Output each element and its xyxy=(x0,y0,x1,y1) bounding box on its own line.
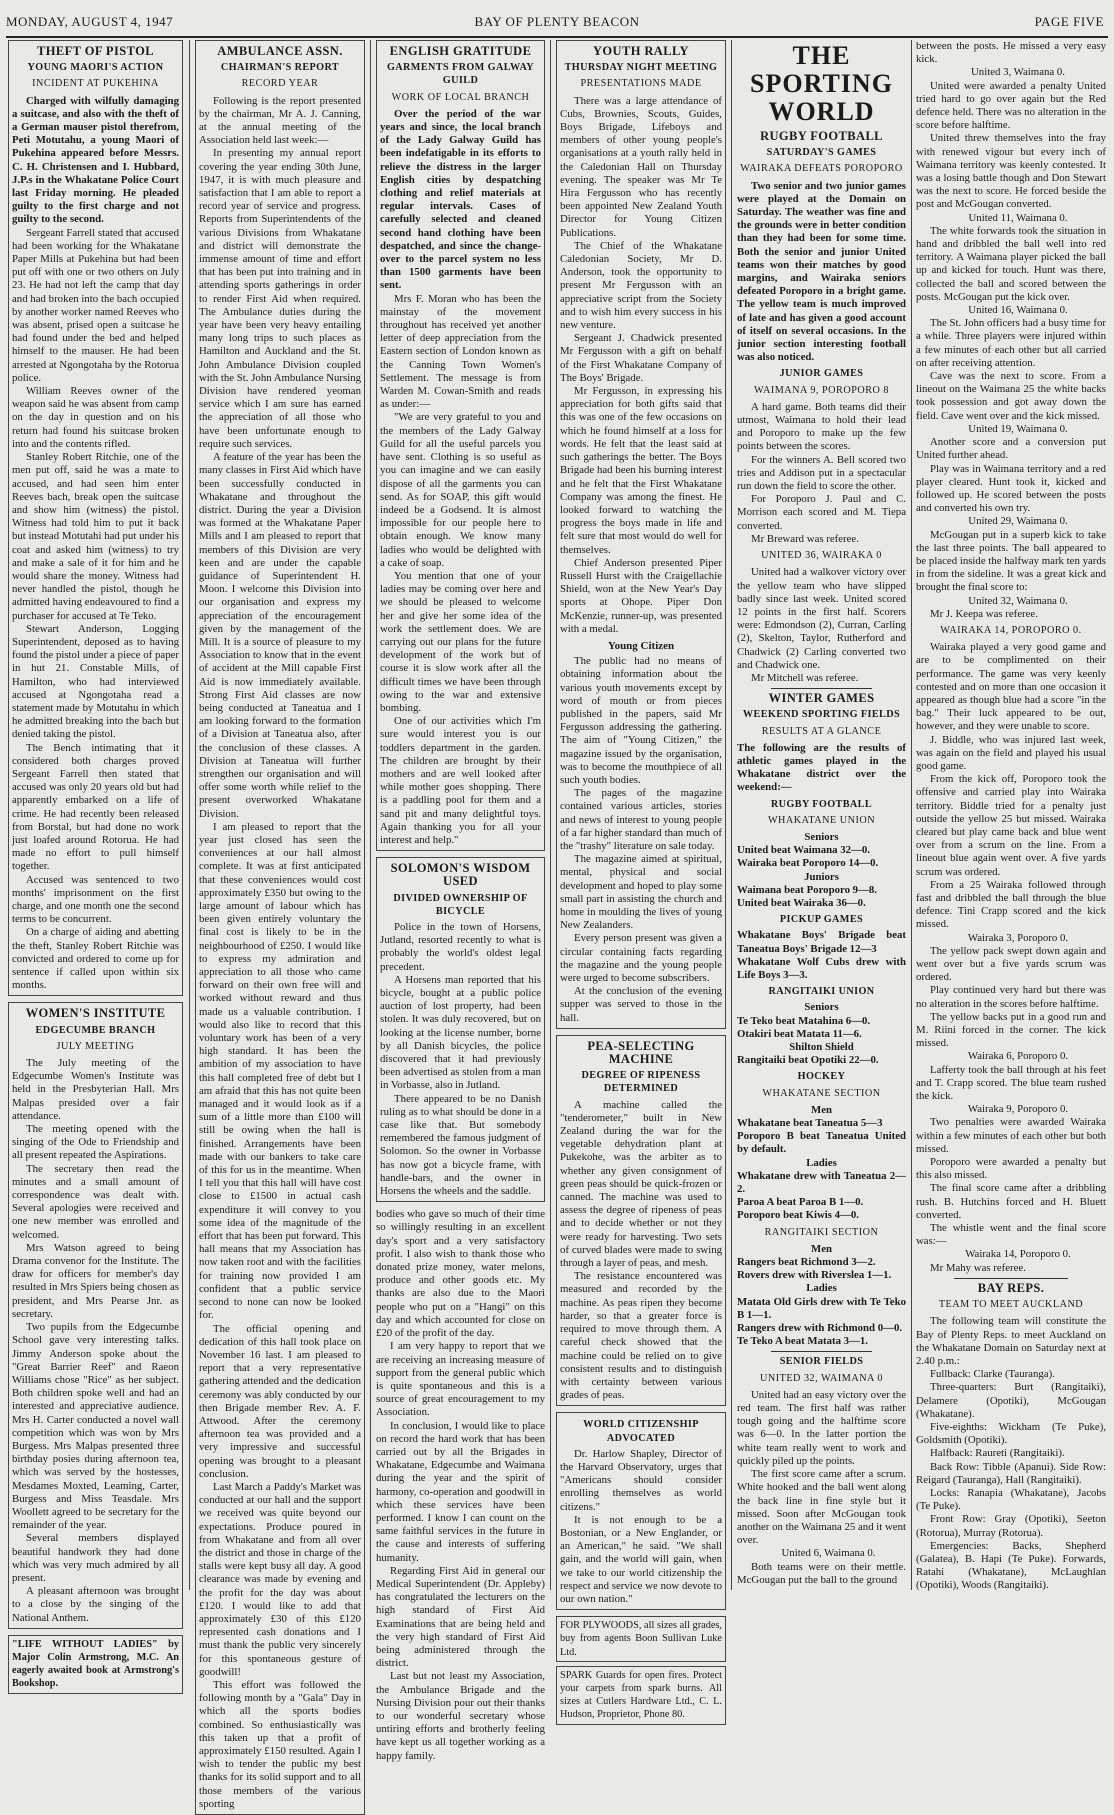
subhead: RECORD YEAR xyxy=(241,78,319,90)
page-number: PAGE FIVE xyxy=(1034,14,1104,29)
paragraph: The yellow pack swept down again and went over but a five yards scrum was ordered. xyxy=(916,944,1106,984)
paragraph: The whistle went and the final score was:— xyxy=(916,1222,1106,1248)
paragraph: Mr Fergusson, in expressing his appreciation for both gifts said that this was one of the few occasions on which he found himself at a loss for words. He felt that the least said at such gatherings the better. The Boys Brigade had been his burning interest and he felt that the First Whakatane Company was among the finest. He looked forward to watching the progress the boys made in life and felt sure that most would do well for themselves. xyxy=(560,385,722,556)
paragraph: "We are very grateful to you and the members of the Lady Galway Guild for all the useful parcels you have sent. Clothing is so useful as you can imagine and we can easily dispose of all the garments you can send. As for SOAP, this gift would indeed be a Godsend. It is almost impossible for our people here to obtain enough. We know many ladies who would be delighted with a cake of soap. xyxy=(380,411,541,569)
column-rule xyxy=(550,40,551,1590)
result: Rangitaiki beat Opotiki 22—0. xyxy=(737,1054,879,1067)
score-line: Wairaka 6, Poroporo 0. xyxy=(967,1050,1069,1063)
paragraph: Play continued very hard but there was no alteration in the scores before halftime. xyxy=(916,984,1106,1010)
subhead: PRESENTATIONS MADE xyxy=(580,78,702,90)
subhead: RESULTS AT A GLANCE xyxy=(761,725,882,737)
result: United beat Wairaka 36—0. xyxy=(737,896,866,909)
result: United beat Waimana 32—0. xyxy=(737,844,870,857)
divider xyxy=(771,688,872,689)
paragraph: Mr Mahy was referee. xyxy=(930,1261,1026,1274)
column-rule xyxy=(911,40,912,1590)
article-youth-rally xyxy=(556,40,726,1029)
result: Poroporo B beat Taneatua United by default. xyxy=(737,1130,906,1156)
advertisement-plywoods xyxy=(556,1616,726,1662)
paragraph: Mr Breward was referee. xyxy=(751,532,859,545)
column-4 xyxy=(556,40,726,1721)
crosshead: RUGBY FOOTBALL xyxy=(770,798,873,810)
paragraph: Every person present was given a circular containing facts regarding the magazine and the young people were urged to become subscribers. xyxy=(560,932,722,985)
grade-label: Men xyxy=(811,1103,832,1116)
article-pea-selecting-machine xyxy=(556,1035,726,1406)
grade-label: Ladies xyxy=(806,1156,837,1169)
headline: ENGLISH GRATITUDE xyxy=(389,44,532,58)
paragraph: A feature of the year has been the many classes in First Aid which have been successfully conducted in Whakatane and throughout the district. During the year a Division was formed at the Whakatane Paper Mills and I am pleased to report that members of this Division are very keen and are under the capable guidance of Superintendent H. Moon. I welcome this Division into our organisation and express my appreciation of the encouragement given by the management of the Mill. It is a source of pleasure to my Association to know that in the event of accident at the Mill capable First Aid is now immediately available. Strong First Aid classes are now being conducted at Taneatua and I am looking forward to the formation of a Division at Taneatua also, after the conclusion of these classes. A Division at Taneatua will further strengthen our organisation and will offer some worth while relief to the present overworked Whakatane Division. xyxy=(199,451,361,820)
paragraph: In conclusion, I would like to place on record the hard work that has been carried out by all the Brigades in Whakatane, Edgecumbe and Waimana during the year and the spirit of harmony, co-operation and goodwill in which these services have been performed. I know I can count on the same faithful services in the future in the cause and interests of suffering humanity. xyxy=(376,1419,545,1564)
paragraph: Locks: Ranapia (Whakatane), Jacobs (Te Puke). xyxy=(916,1486,1106,1513)
subhead: RANGITAIKI SECTION xyxy=(764,1226,879,1238)
paragraph: Play was in Waimana territory and a red player cleared. Hunt took it, kicked and followed up. He scored between the posts and converted his own try. xyxy=(916,462,1106,515)
paragraph: Dr. Harlow Shapley, Director of the Harvard Observatory, urges that "Americans should consider enrolling themselves as world citizens." xyxy=(560,1447,722,1513)
result: Whakatane drew with Taneatua 2—2. xyxy=(737,1169,906,1196)
paragraph: The secretary then read the minutes and a small amount of correspondence was dealt with. Several apologies were received and one new member was enrolled and welcomed. xyxy=(12,1162,179,1241)
advertisement-bookshop xyxy=(8,1635,183,1694)
section-banner: THE SPORTING WORLD xyxy=(750,41,893,126)
paragraph: Lafferty took the ball through at his feet and T. Crapp scored. The blue team rushed the kick. xyxy=(916,1063,1106,1103)
lead-paragraph: Charged with wilfully damaging a suitcase, and also with the theft of a German mauser pistol therefrom, Peti Motutahu, a young Maori of Pukehina appeared before Messrs. C. H. Christensen and I. Hubbard, J.P.s in the Whakatane Police Court last Friday morning. He pleaded guilty to the first charge and not guilty to the second. xyxy=(12,94,179,226)
score-line: United 6, Waimana 0. xyxy=(781,1547,876,1560)
headline: RUGBY FOOTBALL xyxy=(760,129,883,143)
crosshead: PICKUP GAMES xyxy=(779,914,864,926)
subhead: INCIDENT AT PUKEHINA xyxy=(32,78,159,90)
result: Whakatane Boys' Brigade beat Taneatua Boys' Brigade 12—3 xyxy=(737,929,906,955)
paragraph: Fullback: Clarke (Tauranga). xyxy=(930,1368,1055,1381)
article-ambulance-assn xyxy=(195,40,365,1815)
paragraph: The Bench intimating that it considered both charges proved Sergeant Farrell then stated that accused was only 20 years old but had apparently embarked on a life of crime. He had recently been released from Borstal, but had done no work just loafed around Rotorua. He had made no effort to pull himself together. xyxy=(12,741,179,873)
headline: AMBULANCE ASSN. xyxy=(217,44,343,58)
ambulance-report-continued xyxy=(376,1208,545,1763)
match-score: UNITED 36, WAIRAKA 0 xyxy=(761,550,882,562)
intro: The following are the results of athletic games played in the Whakatane district over the weekend:— xyxy=(737,741,906,794)
result: Paroa A beat Paroa B 1—0. xyxy=(737,1196,864,1209)
deck: YOUNG MAORI'S ACTION xyxy=(27,62,164,74)
paragraph: Police in the town of Horsens, Jutland, resorted recently to what is probably the world's oldest legal precedent. xyxy=(380,921,541,973)
paragraph: Regarding First Aid in general our Medical Superintendent (Dr. Appleby) has congratulated the lecturers on the high standard of First Aid Examinations that are being held and the very high standard of First Aid being administered through the district. xyxy=(376,1564,545,1670)
paragraph: Two pupils from the Edgecumbe School gave very interesting talks. Jimmy Anderson spoke about the "Great Barrier Reef" and Raeon Williams chose "Rice" as her subject. Both children spoke well and had an interested and appreciative audience. Mrs H. Carter conducted a novel wall competition which was won by Mrs Burgess. Mrs Malpas presented three birthday posies during afternoon tea, which was served by the hostesses, Mesdames Moxted, Leaming, Carter, Burgess and Miss Teasdale. Mrs Woollett agreed to be secretary for the remainder of the year. xyxy=(12,1321,179,1532)
result: Rovers drew with Riverslea 1—1. xyxy=(737,1269,892,1282)
score-line: United 16, Waimana 0. xyxy=(968,304,1068,317)
paragraph: Cave was the next to score. From a lineout on the Waimana 25 the white backs took possession and got away down the field. Cave went over and the kick missed. xyxy=(916,370,1106,422)
paragraph: Mrs F. Moran who has been the mainstay of the movement throughout has received yet another letter of deep appreciation from the Eastern section of London known as the Canning Town Women's Settlement. The message is from Warden M. Cowan-Smith and reads as under:— xyxy=(380,292,541,411)
divider xyxy=(954,1278,1068,1279)
paragraph: There appeared to be no Danish ruling as to what should be done in a case like that. But somebody remembered the famous judgment of Solomon. So the owner in Vorbasse has now got a bicycle frame, with handle-bars, and the owner in Horsens the wheels and the saddle. xyxy=(380,1092,541,1198)
paragraph: At the conclusion of the evening supper was served to those in the hall. xyxy=(560,985,722,1024)
grade-label: Men xyxy=(811,1242,832,1255)
paragraph: Last March a Paddy's Market was conducted at our hall and the support we received was quite beyond our expectations. Produce poured in from Whakatane and from all over the district and those in charge of the stalls were kept busy all day. A good clearance was made by evening and the profit for the day was about £120. I would like to add that approximately £30 of this £120 represented cash donations and I must thank the public very sincerely for this spontaneous gesture of goodwill! xyxy=(199,1480,361,1678)
match-score: WAIMANA 9, POROPORO 8 xyxy=(753,384,890,396)
headline: WINTER GAMES xyxy=(768,691,875,706)
grade-label: Juniors xyxy=(804,870,839,883)
result: Whakatane Wolf Cubs drew with Life Boys 3—3. xyxy=(737,955,906,981)
paragraph: Wairaka played a very good game and are to be complimented on their performance. The game was very keenly contested and on more than one occasion it appeared as though blue had a score "in the bag." Their luck appeared to be out, however, and they were unable to score. xyxy=(916,641,1106,733)
deck: DIVIDED OWNERSHIP OF BICYCLE xyxy=(393,892,528,917)
column-1 xyxy=(8,40,183,1690)
masthead xyxy=(6,10,1108,38)
headline: YOUTH RALLY xyxy=(593,44,689,58)
paragraph: United had an easy victory over the red team. The first half was rather tough going and the halftime score was 6—0. In the latter portion the white team really went to work and quickly piled up the points. xyxy=(737,1388,906,1467)
headline: PEA-SELECTING MACHINE xyxy=(587,1038,695,1067)
paragraph: Back Row: Tibble (Apanui). Side Row: Reigard (Tauranga), Hall (Rangitaiki). xyxy=(916,1460,1106,1486)
result: Poroporo beat Kiwis 4—0. xyxy=(737,1209,859,1222)
result: Te Teko beat Matahina 6—0. xyxy=(737,1014,871,1027)
subhead: JULY MEETING xyxy=(56,1040,135,1052)
paragraph: Mr J. Keepa was referee. xyxy=(930,607,1038,620)
column-rule xyxy=(731,40,732,1590)
paragraph: Several members displayed beautiful handwork they had done which was very much admired by all present. xyxy=(12,1532,179,1584)
article-world-citizenship xyxy=(556,1412,726,1610)
article-solomons-wisdom xyxy=(376,857,545,1202)
score-line: United 32, Waimana 0. xyxy=(968,594,1068,607)
score-line: Wairaka 3, Poroporo 0. xyxy=(967,931,1069,944)
result: Te Teko A beat Matata 3—1. xyxy=(737,1335,868,1348)
subhead: WAIRAKA DEFEATS POROPORO xyxy=(740,163,903,175)
paragraph: I am pleased to report that the year just closed has seen the conveniences at our hall almost complete. It was at first anticipated that these conveniences would cost approximately £350 but owing to the large amount of labour which has been given entirely voluntary the final cost is likely to be in the neighbourhood of £250. I would like to express my admiration and appreciation to all those who came forward on their own free will and worked without reward and thus made us a valuable contribution. I would also like to record that this voluntary work has been of a very high standard. It has been the ambition of my association to have this hall completed free of debt but I am afraid that this has not quite been managed and it would look as if a sum of a little more than £100 will still be owing when the hall is finished. Arrangements have been made with our bankers to take care of this for us in the meantime. When I tell you that this hall will have cost close to £1500 in actual cash expenditure it will convey to you some idea of the magnitude of the effort that has been put forward. This hall means that my Association has now taken root and with the facilities for training now provided I am confident that a public service second to none can now be looked for. xyxy=(199,820,361,1322)
paragraph: bodies who gave so much of their time so willingly resulting in an excellent day's sport and a very satisfactory profit. I also wish to thank those who donated prize money, water melons, produce and other goods etc. My thanks are also due to the Maori people who put on a "Hangi" on this day and which accounted for close on £20 of the profit of the day. xyxy=(376,1208,545,1340)
paragraph: Halfback: Raureti (Rangitaiki). xyxy=(930,1447,1065,1460)
paragraph: Two penalties were awarded Wairaka within a few minutes of each other but both missed. xyxy=(916,1116,1106,1155)
subhead: WORK OF LOCAL BRANCH xyxy=(391,91,530,103)
paragraph: A hard game. Both teams did their utmost, Waimana to hold their lead and Poroporo to make up the few points between the scores. xyxy=(737,400,906,453)
article-english-gratitude xyxy=(376,40,545,851)
paragraph: Chief Anderson presented Piper Russell Hurst with the Craigellachie Shield, won at the New Year's Day sports at Ohope. Piper Don McKenzie, runner-up, was presented with a medal. xyxy=(560,556,722,635)
paragraph: United were awarded a penalty United tried hard to go over again but the Red defence held. There was no alteration in the score before halftime. xyxy=(916,79,1106,132)
paragraph: The meeting opened with the singing of the Ode to Friendship and all present repeated the Aspirations. xyxy=(12,1123,179,1162)
match-score: WAIRAKA 14, POROPORO 0. xyxy=(940,624,1082,636)
grade-label: Seniors xyxy=(804,1001,839,1014)
result: Otakiri beat Matata 11—6. xyxy=(737,1027,862,1040)
paragraph: The Chief of the Whakatane Caledonian Society, Mr D. Anderson, took the opportunity to present Mr Fergusson with an appreciative script from the Society and to wish him every success in his new venture. xyxy=(560,239,722,332)
paragraph: A pleasant afternoon was brought to a close by the singing of the National Anthem. xyxy=(12,1585,179,1624)
paragraph: Following is the report presented by the chairman, Mr A. J. Canning, at the annual meeting of the Association held last week:— xyxy=(199,94,361,147)
headline: WORLD CITIZENSHIP ADVOCATED xyxy=(583,1419,699,1444)
paragraph: The white forwards took the situation in hand and dribbled the ball well into red territory. A Waimana player picked the ball up and kicked for touch. Hunt was there, collected the ball and scored between the posts. McGougan put the kick over. xyxy=(916,224,1106,303)
crosshead: RANGITAIKI UNION xyxy=(768,986,875,998)
column-rule xyxy=(370,40,371,1590)
paragraph: From a 25 Wairaka followed through fast and dribbled the ball through the blue defence. Tini Crapp scored and the kick missed. xyxy=(916,878,1106,931)
paragraph: It is not enough to be a Bostonian, or a New Englander, or an American," he said. "We shall gain, and the world will gain, when we take to our world citizenship the respect and service we now devote to our own nation." xyxy=(560,1513,722,1605)
paragraph: The first score came after a scrum. White hooked and the ball went along the back line in fine style but it missed. Soon after McGougan took another on the Waimana 25 and it went over. xyxy=(737,1468,906,1547)
paragraph: There was a large attendance of Cubs, Brownies, Scouts, Guides, Boys Brigade, Lifeboys and members of other young people's organisations at a youth rally held in the Caledonian Hall on Thursday evening. The speaker was Mr Te Hira Fergusson who has recently been appointed New Zealand Youth Director for Young Citizen Publications. xyxy=(560,94,722,239)
paragraph: The pages of the magazine contained various articles, stories and news of interest to young people of a far higher standard than much of the "trashy" literature on sale today. xyxy=(560,787,722,852)
paragraph: Accused was sentenced to two months' imprisonment on the first charge, and one month one the second terms to be concurrent. xyxy=(12,873,179,926)
column-2 xyxy=(195,40,365,1810)
deck: GARMENTS FROM GALWAY GUILD xyxy=(386,62,535,87)
headline: BAY REPS. xyxy=(977,1280,1045,1295)
deck: THURSDAY NIGHT MEETING xyxy=(564,62,718,74)
ad-text: FOR PLYWOODS, all sizes all grades, buy from agents Boon Sullivan Luke Ltd. xyxy=(560,1620,722,1658)
match-score: UNITED 32, WAIMANA 0 xyxy=(760,1372,883,1384)
paragraph: The July meeting of the Edgecumbe Women's Institute was held in the Presbyterian Hall. Mrs Malpas presided over a fair attendance. xyxy=(12,1057,179,1122)
headline: WOMEN'S INSTITUTE xyxy=(25,1006,166,1021)
result: Whakatane beat Taneatua 5—3 xyxy=(737,1117,883,1130)
subhead: WHAKATANE UNION xyxy=(767,814,876,826)
result: Rangers drew with Richmond 0—0. xyxy=(737,1322,903,1335)
column-5 xyxy=(737,40,906,1590)
paragraph: The resistance encountered was measured and recorded by the machine. As peas ripen they become harder, so that a greater force is required to move through them. A careful check showed that the machine could be relied on to give consistent results and to distinguish with certainty between various grades of peas. xyxy=(560,1270,722,1402)
paragraph: Emergencies: Backs, Shepherd (Galatea), B. Hapi (Te Puke). Forwards, Ratahi (Whakatane), McLaughlan (Opotiki), Woods (Rangitaiki). xyxy=(916,1539,1106,1592)
paragraph: Mr Mitchell was referee. xyxy=(751,671,859,684)
score-line: United 19, Waimana 0. xyxy=(968,422,1068,435)
subhead: TEAM TO MEET AUCKLAND xyxy=(938,1299,1084,1311)
paragraph: Last but not least my Association, the Ambulance Brigade and the Nursing Division pour out their thanks to our wonderful secretary whose untiring efforts and brotherly feeling have kept us all together working as a happy family. xyxy=(376,1670,545,1762)
deck: CHAIRMAN'S REPORT xyxy=(220,62,340,74)
column-3 xyxy=(376,40,545,1762)
score-line: United 29, Waimana 0. xyxy=(968,515,1068,528)
paragraph: Another score and a conversion put United further ahead. xyxy=(916,436,1106,462)
paragraph: The public had no means of obtaining information about the various youth movements except by word of mouth or from pieces published in the papers, said Mr Fergusson addressing the gathering. The aim of "Young Citizen," the magazine issued by the organisation, was to become the mouthpiece of all such youth bodies. xyxy=(560,655,722,786)
deck: SATURDAY'S GAMES xyxy=(766,147,877,159)
article-theft-of-pistol xyxy=(8,40,183,996)
paragraph: Sergeant Farrell stated that accused had been working for the Whakatane Paper Mills at Pukehina but had been put off with one or two others on July 23. He had not left the camp that day and had broken into the bach occupied by another worker named Reeves who was absent, prised open a suitcase he had found under the bed and helped himself to the mauser. He had been arrested at Ngongotaha by the Rotorua police. xyxy=(12,226,179,384)
crosshead: HOCKEY xyxy=(797,1071,846,1083)
article-womens-institute xyxy=(8,1002,183,1628)
deck: WEEKEND SPORTING FIELDS xyxy=(742,709,901,721)
paragraph: A Horsens man reported that his bicycle, bought at a public police auction of lost property, had been stolen. It was duly recovered, but on looking at the license number, borne by all Danish bicycles, the police discovered that it had previously been advertised as stolen from a man in Vorbasse, also in Jutland. xyxy=(380,973,541,1092)
deck: EDGECUMBE BRANCH xyxy=(35,1024,156,1036)
paragraph: J. Biddle, who was injured last week, was again on the field and played his usual good game. xyxy=(916,733,1106,772)
grade-label: Shilton Shield xyxy=(789,1041,854,1053)
ad-text: SPARK Guards for open fires. Protect your carpets from spark burns. All sizes at Cutlers Hardware Ltd., C. L. Hudson, Proprietor, Phone 80. xyxy=(560,1669,722,1721)
paragraph: Sergeant J. Chadwick presented Mr Fergusson with a gift on behalf of the First Whakatane Company of The Boys' Brigade. xyxy=(560,332,722,384)
grade-label: Ladies xyxy=(806,1282,837,1295)
paragraph: On a charge of aiding and abetting the theft, Stanley Robert Ritchie was convicted and ordered to come up for sentence if called upon within six months. xyxy=(12,926,179,992)
paragraph: From the kick off, Poroporo took the offensive and carried play into Wairaka territory. Biddle tried for a penalty just outside the yellow 25 but missed. Wairaka cleared but play came back and blue went over from a scrum on the line. From a lineout blue again went over. A five yards scrum was ordered. xyxy=(916,773,1106,878)
paragraph: The official opening and dedication of this hall took place on November 16 last. I am pleased to report that a very representative gathering attended and the dedication ceremony was ably conducted by our then Brigade member Rev. A. F. Attwood. After the ceremony afternoon tea was provided and a very impressive and successful opening was brought to a pleasant conclusion. xyxy=(199,1322,361,1480)
paragraph: The St. John officers had a busy time for a while. Three players were injured within a few minutes of each other but all carried on after receiving attention. xyxy=(916,317,1106,369)
paragraph: I am very happy to report that we are receiving an increasing measure of support from the general public which is quite spontaneous and this is a source of great encouragement to my Association. xyxy=(376,1340,545,1419)
paragraph: The following team will constitute the Bay of Plenty Reps. to meet Auckland on the Whakatane Domain on Saturday next at 2.40 p.m.: xyxy=(916,1315,1106,1367)
result: Rangers beat Richmond 3—2. xyxy=(737,1256,876,1269)
crosshead: Young Citizen xyxy=(607,639,675,652)
issue-date: MONDAY, AUGUST 4, 1947 xyxy=(6,14,174,29)
paragraph: United threw themselves into the fray with renewed vigour but every inch of Waimana territory was keenly contested. It was a losing battle though and Don Stewart was the next to score. He forced beside the post and McGougan converted. xyxy=(916,132,1106,211)
ad-text: "LIFE WITHOUT LADIES" by Major Colin Armstrong, M.C. An eagerly awaited book at Armstrong's Bookshop. xyxy=(12,1638,179,1690)
paragraph: One of our activities which I'm sure would interest you is our toddlers department in the garden. The children are brought by their mothers and are well looked after while mother goes shopping. There is a paddling pool for them and a sand pit and many delightful toys. Again thanking you for all your interest and help." xyxy=(380,715,541,846)
result: Matata Old Girls drew with Te Teko B 1—1. xyxy=(737,1295,906,1321)
paragraph: Poroporo were awarded a penalty but this also missed. xyxy=(916,1156,1106,1182)
score-line: Wairaka 14, Poroporo 0. xyxy=(965,1248,1071,1261)
paragraph: In presenting my annual report covering the year ending 30th June, 1947, it is with much pleasure and satisfaction that I am able to report a record year of service and progress. Reports from Superintendents of the various Divisions from Whakatane and district will demonstrate the immense amount of time and effort that has been put into training and in attending sports gatherings in order to render First Aid when required. The Ambulance duties during the year have been very heavy entailing many long trips to such places as Hamilton and Auckland and the St. John Ambulance Division coupled with the St. John Ambulance Nursing Division have rendered yeoman service which I am sure has earned the appreciation of all those who have been unfortunate enough to require such services. xyxy=(199,147,361,450)
column-6 xyxy=(916,40,1106,1590)
paragraph: Mrs Watson agreed to being Drama convenor for the Institute. The draw for officers for member's day resulted in Mrs Spiers being chosen as president, and Mrs Pearse Jnr. as secretary. xyxy=(12,1241,179,1320)
paragraph: between the posts. He missed a very easy kick. xyxy=(916,40,1106,66)
paragraph: United had a walkover victory over the yellow team who have slipped badly since last week. United scored 12 points in the first half. Scorers were: Edmondson (2), Curran, Carling (2), Skelton, Taylor, Rutherford and Chadwick (2) Carling converted two and Chadwick one. xyxy=(737,566,906,671)
result: Wairaka beat Poroporo 14—0. xyxy=(737,857,879,870)
paragraph: The final score came after a dribbling rush. B. Hutchins forced and H. Bluett converted. xyxy=(916,1182,1106,1221)
advertisement-spark-guards xyxy=(556,1666,726,1725)
paragraph: McGougan put in a superb kick to take the last three points. The ball appeared to be placed inside the halfway mark ten yards in from the sideline. It was a great kick and brought the final score to: xyxy=(916,528,1106,594)
headline: SOLOMON'S WISDOM USED xyxy=(390,861,531,889)
score-line: Wairaka 9, Poroporo 0. xyxy=(967,1103,1069,1116)
crosshead: JUNIOR GAMES xyxy=(779,368,864,380)
lead-paragraph: Two senior and two junior games were played at the Domain on Saturday. The weather was fine and the grounds were in better condition than they had been for some time. Both the senior and junior United teams won their matches by good margins, and Wairaka seniors defeated Poroporo in a bright game. The yellow team is much improved of late and has given a good account of itself on several occasions. In the junior section interesting football was also noticed. xyxy=(737,179,906,364)
paragraph: William Reeves owner of the weapon said he was absent from camp on the day in question and on his return had found his suitcase broken into and the contents rifled. xyxy=(12,385,179,450)
paragraph: Both teams were on their mettle. McGougan put the ball to the ground xyxy=(737,1560,906,1586)
results-list xyxy=(737,742,906,1349)
headline: THEFT OF PISTOL xyxy=(37,44,154,58)
paragraph: For the winners A. Bell scored two tries and Addison put in a spectacular run down the field to score the other. xyxy=(737,453,906,493)
paragraph: The magazine aimed at spiritual, mental, physical and social development and hoped to play some small part in assisting the church and home in moulding the lives of young New Zealanders. xyxy=(560,853,722,932)
paragraph: The yellow backs put in a good run and M. Riini forced in the corner. The kick missed. xyxy=(916,1010,1106,1050)
crosshead: SENIOR FIELDS xyxy=(779,1356,864,1368)
deck: DEGREE OF RIPENESS DETERMINED xyxy=(581,1070,701,1095)
result: Waimana beat Poroporo 9—8. xyxy=(737,883,877,896)
paragraph: For Poroporo J. Paul and C. Morrison each scored and M. Tiepa converted. xyxy=(737,493,906,532)
paper-name: BAY OF PLENTY BEACON xyxy=(474,14,640,29)
paragraph: Stewart Anderson, Logging Superintendent, deposed as to having found the pistol under a piece of paper in hut 21. Constable Mills, of Hamilton, who had interviewed accused at Ngongotaha read a statement made by Motutahu in which he admitted breaking into the bach but denied taking the pistol. xyxy=(12,622,179,741)
paragraph: Front Row: Gray (Opotiki), Seeton (Rotorua), Murray (Rotorua). xyxy=(916,1513,1106,1539)
column-rule xyxy=(189,40,190,1590)
grade-label: Seniors xyxy=(804,830,839,843)
subhead: WHAKATANE SECTION xyxy=(762,1087,881,1099)
paragraph: A machine called the "tenderometer," built in New Zealand during the war for the vegetable dehydration plant at Pukekohe, was the arbiter as to whether any given consignment of green peas should be quick-frozen or canned. The machine was used to assess the degree of ripeness of peas and to decide whether or not they were ready for harvesting. Two sets of curved blades were made to swing through a layer of peas, and mesh. xyxy=(560,1098,722,1270)
score-line: United 11, Waimana 0. xyxy=(968,211,1068,224)
divider xyxy=(771,1351,872,1352)
paragraph: You mention that one of your ladies may be coming over here and we should be pleased to welcome her and give her some idea of the work the settlement does. We are carrying out our plans for the future development of the work but of course it is slow work after all the difficult times we have been through owing to the war and extensive bombing. xyxy=(380,569,541,714)
paragraph: Three-quarters: Burt (Rangitaiki), Delamere (Opotiki), McGougan (Whakatane). xyxy=(916,1381,1106,1420)
score-line: United 3, Waimana 0. xyxy=(971,66,1065,79)
paragraph: Five-eighths: Wickham (Te Puke), Goldsmith (Opotiki). xyxy=(916,1420,1106,1447)
paragraph: This effort was followed the following month by a "Gala" Day in which all the sports bodies combined. So enthusiastically was this taken up that a profit of approximately £150 resulted. Again I wish to tender the public my best thanks for its solid support and to all those members of the various sporting xyxy=(199,1678,361,1810)
paragraph: Stanley Robert Ritchie, one of the men put off, said he was a mate to accused, and had seen him enter Reeves bach, break open the suitcase and show him (witness) the pistol. Witness had told him to put it back but instead Motutahi had put under his coat and asked him (witness) to try and make a sale of it for him and he would share the money. Witness had never handled the pistol, though he admitted having endeavoured to find a purchaser for accused at Te Teko. xyxy=(12,451,179,622)
lead-paragraph: Over the period of the war years and since, the local branch of the Lady Galway Guild has been indefatigable in its efforts to relieve the distress in the larger English cities by despatching clothing and relief materials at regular intervals. Cases of carefully selected and cleaned second hand clothing have been despatched, and since the change-over to the parcel system no less than 1500 garments have been sent. xyxy=(380,107,541,292)
